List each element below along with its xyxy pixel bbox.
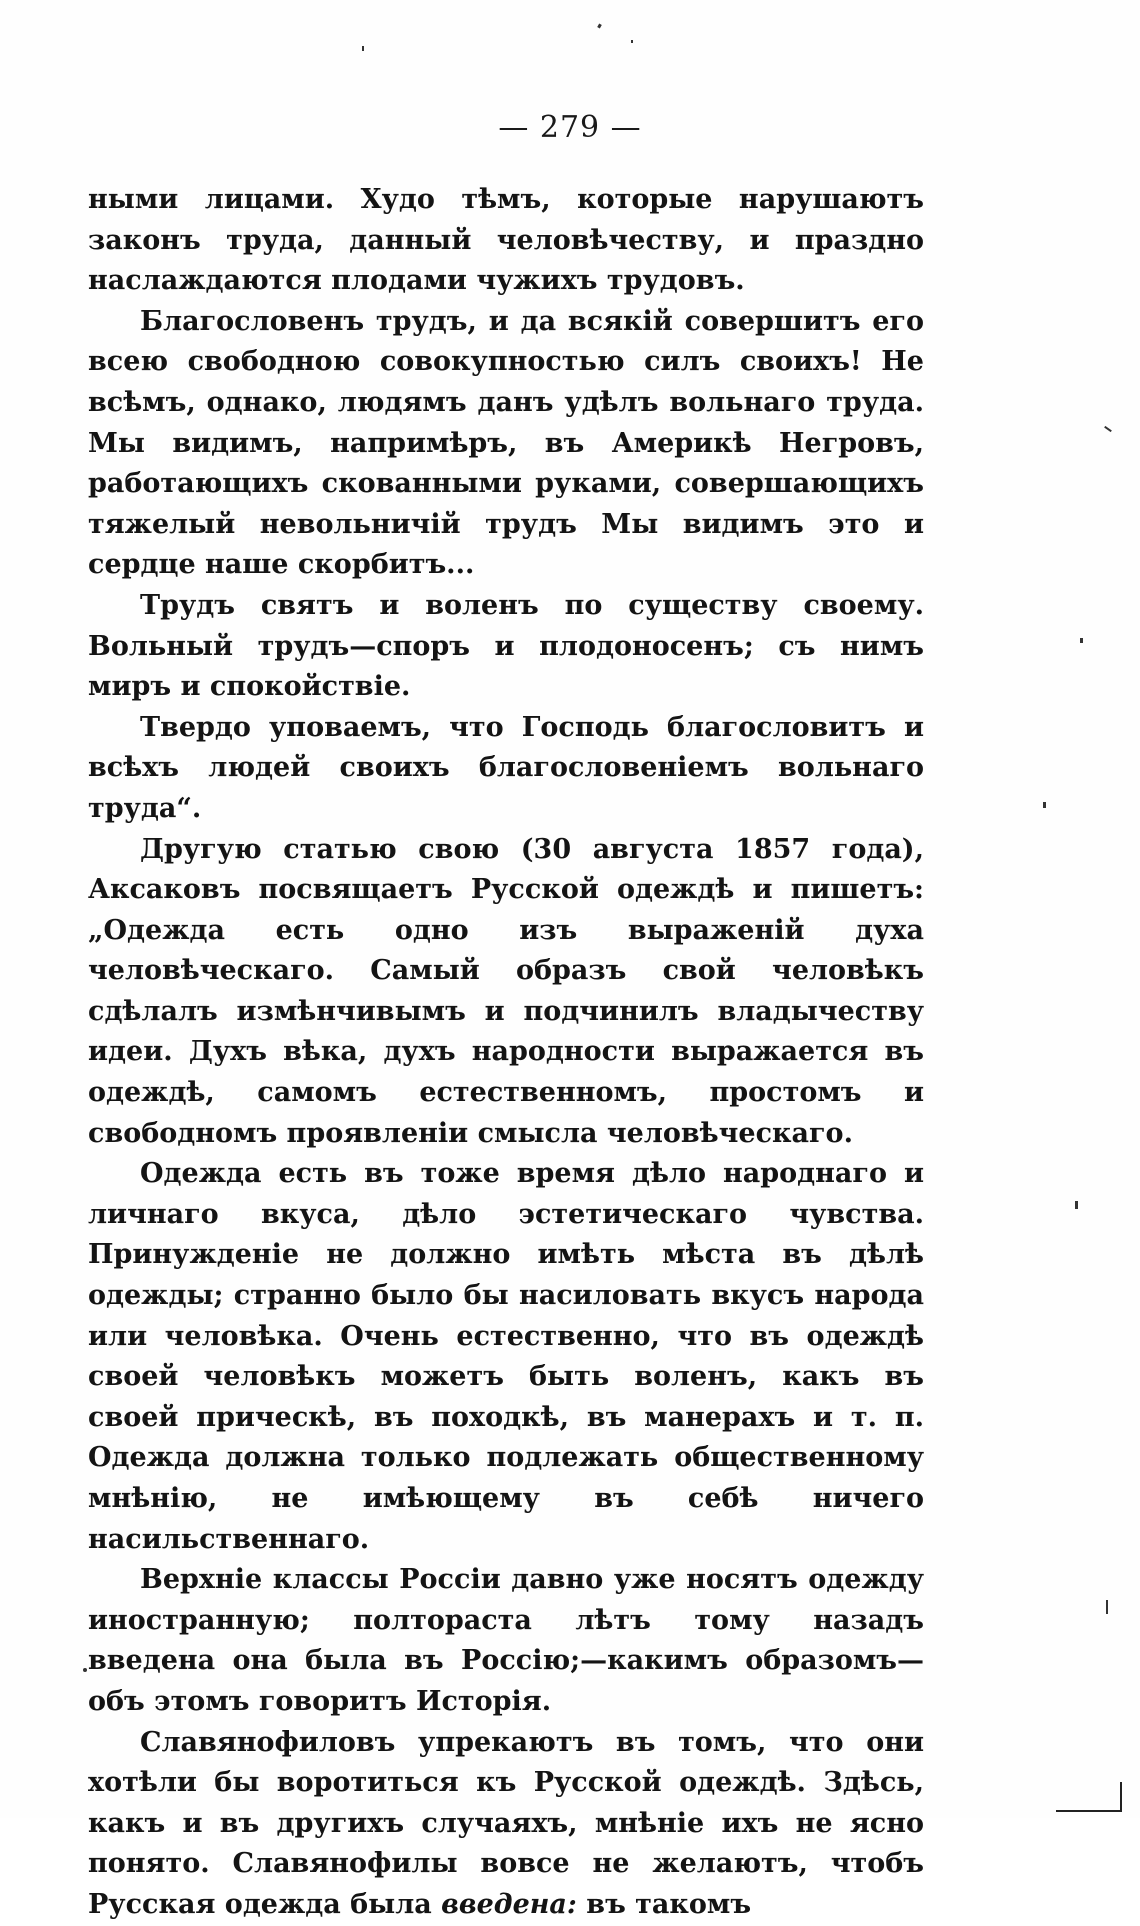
paragraph-8-text-start: Славянофиловъ упрекаютъ въ томъ, что они хотѣли бы воротиться къ Русской одеждѣ. Здѣсь, какъ и въ другихъ случаяхъ, мнѣніе ихъ не ясно понято. Славянофилы вовсе не желаютъ, чтобъ Русская одежда была bbox=[88, 1726, 924, 1920]
scan-speck bbox=[1080, 638, 1083, 643]
scan-edge-mark bbox=[1056, 1810, 1122, 1812]
paragraph-8-text-end: въ такомъ bbox=[576, 1888, 752, 1920]
scan-speck bbox=[597, 24, 602, 29]
scan-speck bbox=[1043, 802, 1046, 808]
paragraph-5: Другую статью свою (30 августа 1857 года), Аксаковъ посвящаетъ Русской одеждѣ и пишетъ: „Одежда есть одно изъ выраженій духа человѣческаго. Самый образъ свой человѣкъ сдѣлалъ измѣнчивымъ и подчинилъ владычеству идеи. Духъ вѣка, духъ народности выражается въ одеждѣ, самомъ естественномъ, простомъ и свободномъ проявленіи смысла человѣческаго. bbox=[88, 833, 924, 1149]
scan-speck bbox=[1104, 426, 1112, 432]
page-number: — 279 — bbox=[498, 110, 642, 145]
italic-word: введена: bbox=[441, 1888, 577, 1920]
paragraph-3: Трудъ святъ и воленъ по существу своему. Вольный трудъ—споръ и плодоносенъ; съ нимъ миръ и спокойствіе. bbox=[88, 589, 924, 703]
scan-edge-mark bbox=[1120, 1782, 1122, 1812]
scan-speck bbox=[362, 46, 364, 51]
scan-speck bbox=[83, 1668, 87, 1672]
scan-speck bbox=[1106, 1600, 1108, 1614]
paragraph-4: Твердо уповаемъ, что Господь благословитъ и всѣхъ людей своихъ благословеніемъ вольнаго труда“. bbox=[88, 711, 924, 824]
paragraph-6: Одежда есть въ тоже время дѣло народнаго и личнаго вкуса, дѣло эстетическаго чувства. Принужденіе не должно имѣть мѣста въ дѣлѣ одежды; странно было бы насиловать вкусъ народа или человѣка. Очень естественно, что въ одеждѣ своей человѣкъ можетъ быть воленъ, какъ въ своей прическѣ, въ походкѣ, въ манерахъ и т. п. Одежда должна только подлежать общественному мнѣнію, не имѣющему въ себѣ ничего насильственнаго. bbox=[88, 1158, 924, 1555]
scan-speck bbox=[1075, 1201, 1078, 1209]
paragraph-2: Благословенъ трудъ, и да всякій совершитъ его всею свободною совокупностью силъ своихъ! Не всѣмъ, однако, людямъ данъ удѣлъ вольнаго труда. Мы видимъ, напримѣръ, въ Америкѣ Негровъ, работающихъ скованными руками, совершающихъ тяжелый невольничій трудъ Мы видимъ это и сердце наше скорбитъ... bbox=[88, 305, 924, 581]
paragraph-8 bbox=[88, 1723, 924, 1926]
paragraph-7: Верхніе классы Россіи давно уже носятъ одежду иностранную; полтораста лѣтъ тому назадъ введена она была въ Россію;—какимъ образомъ—объ этомъ говоритъ Исторія. bbox=[88, 1564, 924, 1717]
scan-speck bbox=[631, 40, 633, 43]
paragraph-1: ными лицами. Худо тѣмъ, которые нарушаютъ законъ труда, данный человѣчеству, и праздно наслаждаются плодами чужихъ трудовъ. bbox=[88, 184, 924, 297]
body-text bbox=[88, 180, 924, 1926]
